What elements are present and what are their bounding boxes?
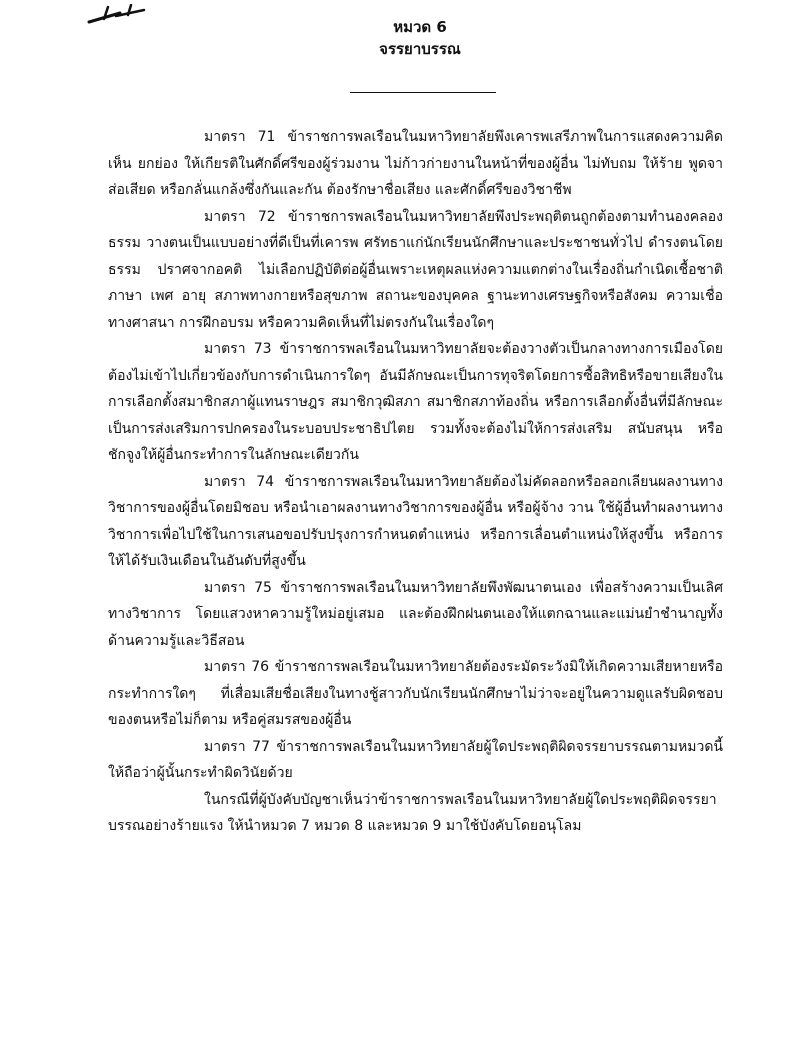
- section-74: มาตรา 74 ข้าราชการพลเรือนในมหาวิทยาลัยต้องไม่คัดลอกหรือลอกเลียนผลงานทางวิชาการของผู้อื่นโดยมิชอบ หรือนำเอาผลงานทางวิชาการของผู้อื่น หรือผู้จ้าง วาน ใช้ผู้อื่นทำผลงานทางวิชาการเพื่อไปใช้ในการเสนอขอปรับปรุงการกำหนดตำแหน่ง หรือการเลื่อนตำแหน่งให้สูงขึ้น หรือการให้ได้รับเงินเดือนในอันดับที่สูงขึ้น: [108, 473, 723, 569]
- section-73: มาตรา 73 ข้าราชการพลเรือนในมหาวิทยาลัยจะต้องวางตัวเป็นกลางทางการเมืองโดยต้องไม่เข้าไปเกี่ยวข้องกับการดำเนินการใดๆ อันมีลักษณะเป็นการทุจริตโดยการซื้อสิทธิหรือขายเสียงในการเลือกตั้งสมาชิกสภาผู้แทนราษฎร สมาชิกวุฒิสภา สมาชิกสภาท้องถิ่น หรือการเลือกตั้งอื่นที่มีลักษณะเป็นการส่งเสริมการปกครองในระบอบประชาธิปไตย รวมทั้งจะต้องไม่ให้การส่งเสริม สนับสนุน หรือชักจูงให้ผู้อื่นกระทำการในลักษณะเดียวกัน: [108, 341, 723, 463]
- section-75: มาตรา 75 ข้าราชการพลเรือนในมหาวิทยาลัยพึงพัฒนาตนเอง เพื่อสร้างความเป็นเลิศทางวิชาการ โดยแสวงหาความรู้ใหม่อยู่เสมอ และต้องฝึกฝนตนเองให้แตกฉานและแม่นยำชำนาญทั้งด้านความรู้และวิธีสอน: [108, 579, 723, 649]
- section-76: มาตรา 76 ข้าราชการพลเรือนในมหาวิทยาลัยต้องระมัดระวังมิให้เกิดความเสียหายหรือกระทำการใดๆ ที่เสื่อมเสียชื่อเสียงในทางชู้สาวกับนักเรียนนักศึกษาไม่ว่าจะอยู่ในความดูแลรับผิดชอบของตนหรือไม่ก็ตาม หรือคู่สมรสของผู้อื่น: [108, 659, 723, 728]
- section-77-clause: ในกรณีที่ผู้บังคับบัญชาเห็นว่าข้าราชการพลเรือนในมหาวิทยาลัยผู้ใดประพฤติผิดจรรยาบรรณอย่างร้ายแรง ให้นำหมวด 7 หมวด 8 และหมวด 9 มาใช้บังคับโดยอนุโลม: [108, 791, 717, 834]
- section-71: มาตรา 71 ข้าราชการพลเรือนในมหาวิทยาลัยพึงเคารพเสรีภาพในการแสดงความคิดเห็น ยกย่อง ให้เกียรติในศักดิ์ศรีของผู้ร่วมงาน ไม่ก้าวก่ายงานในหน้าที่ของผู้อื่น ไม่ทับถม ให้ร้าย พูดจาส่อเสียด หรือกลั่นแกล้งซึ่งกันและกัน ต้องรักษาชื่อเสียง และศักดิ์ศรีของวิชาชีพ: [108, 129, 723, 198]
- chapter-title: จรรยาบรรณ: [379, 40, 461, 58]
- section-72: มาตรา 72 ข้าราชการพลเรือนในมหาวิทยาลัยพึงประพฤติตนถูกต้องตามทำนองคลองธรรม วางตนเป็นแบบอย่างที่ดีเป็นที่เคารพ ศรัทธาแก่นักเรียนนักศึกษาและประชาชนทั่วไป ดำรงตนโดยธรรม ปราศจากอคติ ไม่เลือกปฏิบัติต่อผู้อื่นเพราะเหตุผลแห่งความแตกต่างในเรื่องถิ่นกำเนิดเชื้อชาติ ภาษา เพศ อายุ สภาพทางกายหรือสุขภาพ สถานะของบุคคล ฐานะทางเศรษฐกิจหรือสังคม ความเชื่อทางศาสนา การฝึกอบรม หรือความคิดเห็นที่ไม่ตรงกันในเรื่องใดๆ: [108, 208, 723, 331]
- document-body: [108, 124, 723, 840]
- chapter-number: หมวด 6: [393, 18, 447, 36]
- section-77: มาตรา 77 ข้าราชการพลเรือนในมหาวิทยาลัยผู้ใดประพฤติผิดจรรยาบรรณตามหมวดนี้ให้ถือว่าผู้นั้นกระทำผิดวินัยด้วย: [108, 738, 723, 781]
- document-header: [0, 16, 800, 60]
- title-underline: [350, 92, 496, 93]
